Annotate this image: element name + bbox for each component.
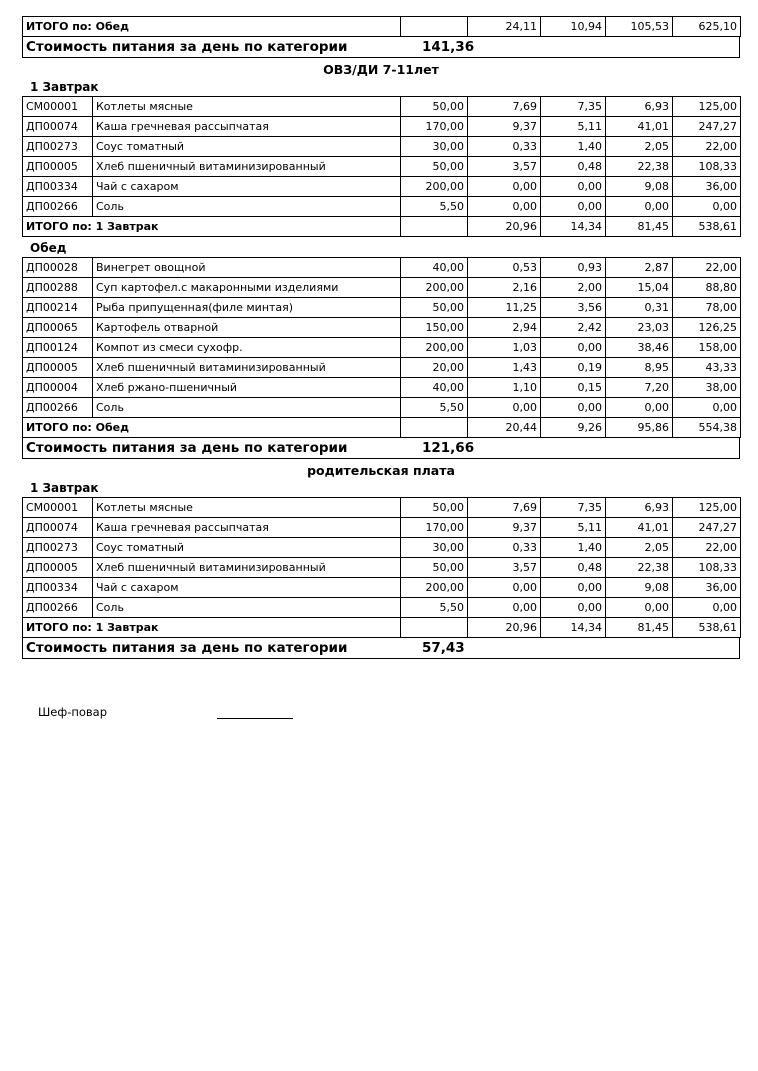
cell-v4: 108,33	[673, 558, 741, 578]
table-row	[23, 518, 741, 538]
cell-code: ДП00273	[23, 137, 93, 157]
cell-code: ДП00028	[23, 258, 93, 278]
cell-v4: 36,00	[673, 578, 741, 598]
cell-qty: 5,50	[401, 197, 468, 217]
cell-code: ДП00005	[23, 558, 93, 578]
total-row	[23, 17, 741, 37]
cell-name: Каша гречневая рассыпчатая	[93, 518, 401, 538]
cell-name: Соль	[93, 197, 401, 217]
cell-qty: 50,00	[401, 558, 468, 578]
cell-name: Хлеб пшеничный витаминизированный	[93, 558, 401, 578]
cell-v1: 2,16	[468, 278, 541, 298]
cell-v2: 1,40	[541, 137, 606, 157]
cell-name: Соус томатный	[93, 538, 401, 558]
cell-v1: 11,25	[468, 298, 541, 318]
meal-title: 1 Завтрак	[30, 481, 99, 495]
cell-empty	[401, 418, 468, 438]
cell-v3: 6,93	[606, 97, 673, 117]
cell-v2: 0,00	[541, 177, 606, 197]
cell-v2: 0,00	[541, 197, 606, 217]
cell-code: ДП00005	[23, 157, 93, 177]
table-row	[23, 498, 741, 518]
cell-v1: 2,94	[468, 318, 541, 338]
table-row	[23, 177, 741, 197]
cell-v2: 0,00	[541, 338, 606, 358]
cell-v3: 23,03	[606, 318, 673, 338]
cell-v1: 9,37	[468, 117, 541, 137]
cell-code: ДП00273	[23, 538, 93, 558]
table-row	[23, 358, 741, 378]
table-row	[23, 137, 741, 157]
cell-qty: 20,00	[401, 358, 468, 378]
cell-v1: 0,00	[468, 197, 541, 217]
cell-code: ДП00124	[23, 338, 93, 358]
cell-v1: 0,00	[468, 578, 541, 598]
category-title: ОВЗ/ДИ 7-11лет	[323, 62, 439, 77]
cell-v4: 43,33	[673, 358, 741, 378]
cell-qty: 200,00	[401, 177, 468, 197]
table-row	[23, 378, 741, 398]
cell-name: Чай с сахаром	[93, 177, 401, 197]
cell-v2: 0,15	[541, 378, 606, 398]
cell-qty: 200,00	[401, 578, 468, 598]
table-row	[23, 197, 741, 217]
meal-total-value: 538,61	[673, 618, 741, 638]
cell-v1: 0,33	[468, 538, 541, 558]
cell-code: ДП00288	[23, 278, 93, 298]
cell-code: ДП00334	[23, 177, 93, 197]
cell-v1: 7,69	[468, 498, 541, 518]
cell-qty: 5,50	[401, 398, 468, 418]
cell-code: ДП00266	[23, 197, 93, 217]
meal-total-value: 81,45	[606, 618, 673, 638]
cell-v2: 0,48	[541, 157, 606, 177]
cell-v3: 2,87	[606, 258, 673, 278]
cell-code: ДП00065	[23, 318, 93, 338]
cell-v3: 0,00	[606, 398, 673, 418]
cell-v2: 2,42	[541, 318, 606, 338]
meal-total-value: 14,34	[541, 618, 606, 638]
cell-qty: 200,00	[401, 278, 468, 298]
cell-v2: 5,11	[541, 518, 606, 538]
cell-v3: 6,93	[606, 498, 673, 518]
cell-v2: 1,40	[541, 538, 606, 558]
day-cost-value: 141,36	[422, 39, 475, 55]
cell-v3: 0,31	[606, 298, 673, 318]
cell-v4: 38,00	[673, 378, 741, 398]
cell-code: ДП00266	[23, 398, 93, 418]
meal-total-value: 554,38	[673, 418, 741, 438]
cell-v3: 0,00	[606, 197, 673, 217]
cell-qty: 50,00	[401, 97, 468, 117]
meal-total-label: ИТОГО по: Обед	[23, 418, 401, 438]
day-cost-row	[22, 36, 740, 58]
cell-v2: 3,56	[541, 298, 606, 318]
cell-name: Хлеб пшеничный витаминизированный	[93, 157, 401, 177]
meal-table	[22, 96, 741, 237]
meal-table	[22, 257, 741, 438]
cell-v4: 125,00	[673, 97, 741, 117]
cell-v1: 0,00	[468, 177, 541, 197]
meal-total-value: 538,61	[673, 217, 741, 237]
cell-qty: 30,00	[401, 137, 468, 157]
cell-v4: 22,00	[673, 137, 741, 157]
cell-v3: 9,08	[606, 177, 673, 197]
cell-name: Котлеты мясные	[93, 498, 401, 518]
meal-total-value: 81,45	[606, 217, 673, 237]
cell-qty: 30,00	[401, 538, 468, 558]
cell-v1: 0,00	[468, 398, 541, 418]
cell-name: Рыба припущенная(филе минтая)	[93, 298, 401, 318]
cell-v3: 2,05	[606, 538, 673, 558]
table-row	[23, 398, 741, 418]
cell-name: Винегрет овощной	[93, 258, 401, 278]
cell-code: ДП00004	[23, 378, 93, 398]
cell-v4: 36,00	[673, 177, 741, 197]
table-row	[23, 117, 741, 137]
cell-name: Картофель отварной	[93, 318, 401, 338]
meal-total-label: ИТОГО по: 1 Завтрак	[23, 217, 401, 237]
table-row	[23, 538, 741, 558]
cell-name: Хлеб пшеничный витаминизированный	[93, 358, 401, 378]
meal-table	[22, 497, 741, 638]
cell-name: Хлеб ржано-пшеничный	[93, 378, 401, 398]
cell-v4: 78,00	[673, 298, 741, 318]
cell-v4: 88,80	[673, 278, 741, 298]
cell-v3: 15,04	[606, 278, 673, 298]
cell-code: ДП00074	[23, 117, 93, 137]
cell-v4: 247,27	[673, 518, 741, 538]
cell-v3: 22,38	[606, 157, 673, 177]
table-row	[23, 298, 741, 318]
cell-v4: 0,00	[673, 197, 741, 217]
meal-total-value: 20,96	[468, 618, 541, 638]
cell-code: ДП00214	[23, 298, 93, 318]
cell-qty: 50,00	[401, 157, 468, 177]
total-value: 105,53	[606, 17, 673, 37]
cell-code: ДП00334	[23, 578, 93, 598]
day-cost-row	[22, 437, 740, 459]
total-value: 24,11	[468, 17, 541, 37]
cell-code: ДП00266	[23, 598, 93, 618]
chef-label: Шеф-повар	[38, 705, 108, 719]
cell-qty: 50,00	[401, 498, 468, 518]
meal-title: Обед	[30, 241, 67, 255]
cell-code: ДП00074	[23, 518, 93, 538]
cell-name: Соль	[93, 398, 401, 418]
cell-qty: 5,50	[401, 598, 468, 618]
cell-qty: 40,00	[401, 258, 468, 278]
day-cost-label: Стоимость питания за день по категории	[26, 39, 348, 55]
cell-v4: 126,25	[673, 318, 741, 338]
meal-total-value: 20,96	[468, 217, 541, 237]
cell-v4: 22,00	[673, 538, 741, 558]
table-row	[23, 558, 741, 578]
total-value: 625,10	[673, 17, 741, 37]
table-row	[23, 258, 741, 278]
table-row	[23, 578, 741, 598]
meal-total-value: 95,86	[606, 418, 673, 438]
meal-total-value: 20,44	[468, 418, 541, 438]
total-value: 10,94	[541, 17, 606, 37]
signature-line	[217, 706, 293, 719]
cell-name: Суп картофел.с макаронными изделиями	[93, 278, 401, 298]
cell-empty	[401, 217, 468, 237]
cell-v2: 0,93	[541, 258, 606, 278]
cell-qty: 170,00	[401, 117, 468, 137]
cell-v1: 0,53	[468, 258, 541, 278]
cell-empty	[401, 618, 468, 638]
cell-v4: 0,00	[673, 598, 741, 618]
cell-v2: 0,19	[541, 358, 606, 378]
cell-empty	[401, 17, 468, 37]
cell-v3: 41,01	[606, 518, 673, 538]
cell-v1: 7,69	[468, 97, 541, 117]
cell-qty: 200,00	[401, 338, 468, 358]
day-cost-value: 57,43	[422, 640, 465, 656]
cell-v1: 1,10	[468, 378, 541, 398]
cell-qty: 40,00	[401, 378, 468, 398]
cell-name: Компот из смеси сухофр.	[93, 338, 401, 358]
cell-v3: 41,01	[606, 117, 673, 137]
cell-v4: 22,00	[673, 258, 741, 278]
table-row	[23, 157, 741, 177]
cell-v2: 7,35	[541, 498, 606, 518]
cell-name: Соус томатный	[93, 137, 401, 157]
table-row	[23, 338, 741, 358]
cell-v1: 0,00	[468, 598, 541, 618]
cell-code: ДП00005	[23, 358, 93, 378]
cell-v1: 9,37	[468, 518, 541, 538]
cell-qty: 50,00	[401, 298, 468, 318]
cell-v3: 0,00	[606, 598, 673, 618]
table-row	[23, 318, 741, 338]
meal-total-value: 14,34	[541, 217, 606, 237]
cell-v4: 158,00	[673, 338, 741, 358]
cell-v4: 125,00	[673, 498, 741, 518]
cell-v2: 7,35	[541, 97, 606, 117]
meal-total-row	[23, 217, 741, 237]
day-cost-row	[22, 637, 740, 659]
cell-v2: 2,00	[541, 278, 606, 298]
cell-code: СМ00001	[23, 97, 93, 117]
day-cost-value: 121,66	[422, 440, 475, 456]
cell-name: Чай с сахаром	[93, 578, 401, 598]
cell-v4: 247,27	[673, 117, 741, 137]
top-total-table	[22, 16, 741, 37]
category-title: родительская плата	[307, 463, 455, 478]
table-row	[23, 278, 741, 298]
cell-v1: 0,33	[468, 137, 541, 157]
cell-v3: 2,05	[606, 137, 673, 157]
cell-qty: 170,00	[401, 518, 468, 538]
cell-code: СМ00001	[23, 498, 93, 518]
cell-v3: 22,38	[606, 558, 673, 578]
cell-v1: 3,57	[468, 157, 541, 177]
meal-total-row	[23, 418, 741, 438]
cell-v1: 1,43	[468, 358, 541, 378]
day-cost-label: Стоимость питания за день по категории	[26, 440, 348, 456]
cell-v2: 0,00	[541, 598, 606, 618]
cell-v2: 0,48	[541, 558, 606, 578]
cell-v3: 38,46	[606, 338, 673, 358]
meal-total-row	[23, 618, 741, 638]
cell-name: Соль	[93, 598, 401, 618]
meal-title: 1 Завтрак	[30, 80, 99, 94]
table-row	[23, 598, 741, 618]
cell-v1: 1,03	[468, 338, 541, 358]
cell-v4: 108,33	[673, 157, 741, 177]
cell-v2: 0,00	[541, 578, 606, 598]
cell-v2: 5,11	[541, 117, 606, 137]
cell-v2: 0,00	[541, 398, 606, 418]
cell-v1: 3,57	[468, 558, 541, 578]
cell-v4: 0,00	[673, 398, 741, 418]
cell-v3: 9,08	[606, 578, 673, 598]
table-row	[23, 97, 741, 117]
day-cost-label: Стоимость питания за день по категории	[26, 640, 348, 656]
meal-total-value: 9,26	[541, 418, 606, 438]
meal-total-label: ИТОГО по: 1 Завтрак	[23, 618, 401, 638]
cell-v3: 8,95	[606, 358, 673, 378]
cell-name: Котлеты мясные	[93, 97, 401, 117]
cell-qty: 150,00	[401, 318, 468, 338]
cell-v3: 7,20	[606, 378, 673, 398]
total-label: ИТОГО по: Обед	[23, 17, 401, 37]
cell-name: Каша гречневая рассыпчатая	[93, 117, 401, 137]
signature-block	[22, 705, 740, 719]
